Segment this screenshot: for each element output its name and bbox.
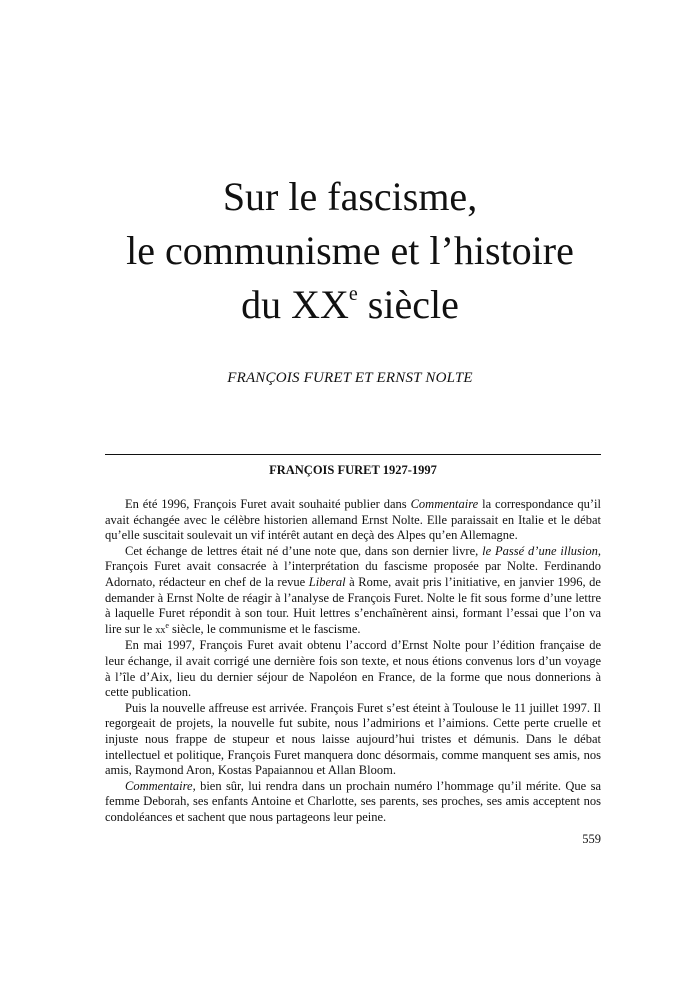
title-line-3 bbox=[241, 282, 459, 327]
paragraph-4: Puis la nouvelle affreuse est arrivée. François Furet s’est éteint à Toulouse le 11 juillet 1997. Il regorgeait de projets, la nouvelle fut subite, nous l’admirions et l’aimions. Cette perte cruelle et injuste nous frappe de stupeur et nous laisse aujourd’hui tristes et démunis. Dans le débat intellectuel et politique, François Furet manquera donc désormais, comme manquent ses amis, nos amis, Raymond Aron, Kostas Papaiannou et Allan Bloom. bbox=[105, 700, 601, 778]
p2-text-h: siècle, le communisme et le fascisme. bbox=[168, 621, 361, 636]
section-divider bbox=[105, 454, 601, 455]
p1-text-a: En été 1996, François Furet avait souhaité publier dans bbox=[125, 497, 411, 511]
title-line-2: le communisme et l’histoire bbox=[126, 228, 574, 273]
p2-text-e: à Rome, avait pris l’initiative, en janvier 1996, de demander à Ernst Nolte de réagir à l’analyse de François Furet. Nolte le fit sous forme d’une lettre à laquelle Furet répondit à son tour. Huit lettres s’enchaînèrent ainsi, formant l’essai que l’on va lire sur le bbox=[105, 574, 601, 636]
p1-text-c: la correspondance qu’il avait échangée avec le célèbre historien allemand Ernst Nolte. Elle paraissait en Italie et le débat qu’elle suscitait soulevait un vif intérêt autant en deçà des Alpes qu’en Allemagne. bbox=[105, 497, 601, 543]
p2-century-numeral: xx bbox=[155, 624, 166, 636]
article-title bbox=[0, 170, 700, 332]
paragraph-2 bbox=[105, 544, 601, 639]
article-body bbox=[105, 497, 601, 825]
page-number: 559 bbox=[582, 832, 601, 846]
p2-century-superscript: e bbox=[165, 620, 169, 630]
title-line-3-end: siècle bbox=[357, 282, 459, 327]
p2-text-a: Cet échange de lettres était né d’une note que, dans son dernier livre, bbox=[125, 543, 483, 558]
p1-journal-name: Commentaire bbox=[410, 497, 479, 511]
p2-book-title: le Passé d’une illusion bbox=[482, 543, 598, 558]
p5-journal-name: Commentaire, bbox=[125, 778, 196, 793]
title-superscript: e bbox=[348, 283, 358, 305]
paragraph-3: En mai 1997, François Furet avait obtenu l’accord d’Ernst Nolte pour l’édition française de leur échange, il avait corrigé une dernière fois son texte, et nous étions convenus lors d’un voyage à l’île d’Aix, lieu du dernier séjour de Napoléon en France, de la forme que nous donnerions à cette publication. bbox=[105, 638, 601, 700]
article-authors: FRANÇOIS FURET ET ERNST NOLTE bbox=[227, 370, 473, 386]
p2-review-name: Liberal bbox=[308, 574, 346, 589]
title-line-3-text: du XX bbox=[241, 282, 349, 327]
paragraph-5 bbox=[105, 779, 601, 826]
title-line-1: Sur le fascisme, bbox=[222, 174, 478, 219]
paragraph-1 bbox=[105, 497, 601, 544]
p2-text-c: , François Furet avait consacrée à l’interprétation du fascisme proposée par Nolte. Ferdinando Adornato, rédacteur en chef de la revue bbox=[105, 543, 602, 589]
p5-text-b: bien sûr, lui rendra dans un prochain numéro l’hommage qu’il mérite. Que sa femme Deborah, ses enfants Antoine et Charlotte, ses parents, ses proches, ses amis acceptent nos condoléances et sachent que nous partageons leur peine. bbox=[105, 778, 601, 824]
section-heading: FRANÇOIS FURET 1927-1997 bbox=[269, 463, 437, 477]
